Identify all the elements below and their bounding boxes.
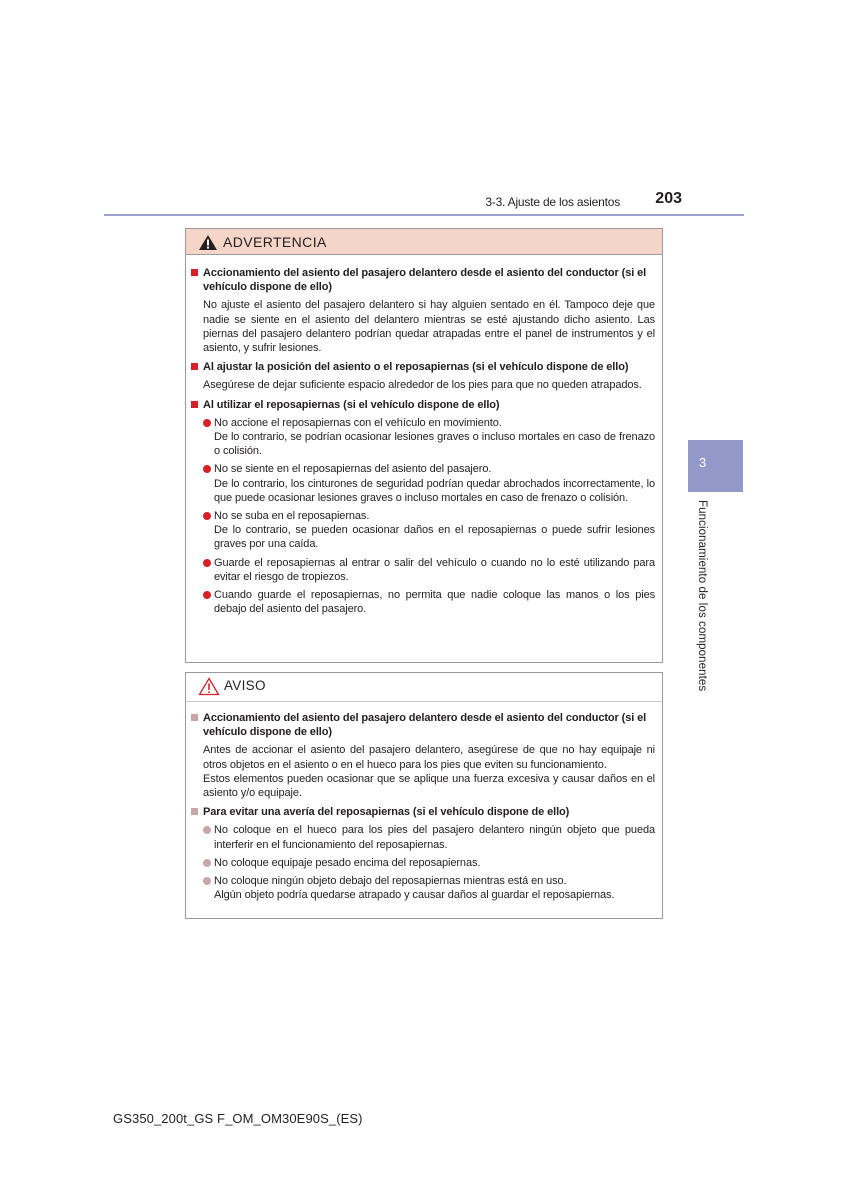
notice-title: AVISO xyxy=(224,678,266,693)
square-bullet-icon xyxy=(191,808,198,815)
square-bullet-icon xyxy=(191,269,198,276)
bullet-dot-icon xyxy=(203,559,211,567)
chapter-tab xyxy=(688,440,743,492)
square-bullet-icon xyxy=(191,363,198,370)
bullet-dot-icon xyxy=(203,419,211,427)
list-item: No coloque en el hueco para los pies del pasajero delantero ningún objeto que pueda interferir en el funcionamiento del reposapiernas. xyxy=(190,823,655,851)
notice-header xyxy=(186,673,662,699)
document-code: GS350_200t_GS F_OM_OM30E90S_(ES) xyxy=(113,1111,363,1126)
page-header xyxy=(0,190,848,220)
square-bullet-icon xyxy=(191,714,198,721)
list-item: No coloque equipaje pesado encima del reposapiernas. xyxy=(190,856,655,870)
warning-header xyxy=(186,229,662,255)
warning-paragraph: Asegúrese de dejar suficiente espacio alrededor de los pies para que no queden atrapados. xyxy=(203,379,642,392)
list-item: No accione el reposapiernas con el vehículo en movimiento. De lo contrario, se podrían ocasionar lesiones graves o incluso mortales en caso de frenazo o colisión. xyxy=(190,416,655,459)
page-number: 203 xyxy=(655,190,682,207)
chapter-number: 3 xyxy=(699,455,707,470)
notice-heading: Accionamiento del asiento del pasajero delantero desde el asiento del conductor (si el vehículo dispone de ello) xyxy=(190,711,655,739)
notice-content xyxy=(190,711,655,902)
header-rule xyxy=(104,214,744,216)
warning-heading: Al utilizar el reposapiernas (si el vehículo dispone de ello) xyxy=(190,398,655,412)
notice-divider xyxy=(186,701,662,702)
section-title: 3-3. Ajuste de los asientos xyxy=(485,195,620,209)
bullet-dot-icon xyxy=(203,859,211,867)
warning-heading: Accionamiento del asiento del pasajero delantero desde el asiento del conductor (si el vehículo dispone de ello) xyxy=(190,266,655,294)
warning-box xyxy=(185,228,663,663)
square-bullet-icon xyxy=(191,401,198,408)
warning-title: ADVERTENCIA xyxy=(223,234,327,250)
bullet-dot-icon xyxy=(203,877,211,885)
chapter-title: Funcionamiento de los componentes xyxy=(696,500,708,692)
bullet-dot-icon xyxy=(203,512,211,520)
warning-icon xyxy=(198,234,218,251)
bullet-dot-icon xyxy=(203,591,211,599)
list-item: No se siente en el reposapiernas del asiento del pasajero. De lo contrario, los cinturones de seguridad podrían quedar abrochados incorrectamente, lo que puede ocasionar lesiones graves o incluso mortales en caso de frenazo o colisión. xyxy=(190,462,655,505)
notice-paragraph: Antes de accionar el asiento del pasajero delantero, asegúrese de que no hay equipaje ni otros objetos en el asiento o en el hueco para los pies que eviten su funcionamiento. Estos elementos pueden ocasionar que se aplique una fuerza excesiva y causar daños en el asiento y/o equipaje. xyxy=(203,744,655,800)
caution-icon xyxy=(198,677,220,696)
notice-box xyxy=(185,672,663,919)
notice-heading: Para evitar una avería del reposapiernas (si el vehículo dispone de ello) xyxy=(190,805,655,819)
bullet-dot-icon xyxy=(203,826,211,834)
list-item: Cuando guarde el reposapiernas, no permita que nadie coloque las manos o los pies debajo del asiento del pasajero. xyxy=(190,588,655,616)
list-item: Guarde el reposapiernas al entrar o salir del vehículo o cuando no lo esté utilizando para evitar el riesgo de tropiezos. xyxy=(190,556,655,584)
warning-heading: Al ajustar la posición del asiento o el reposapiernas (si el vehículo dispone de ello) xyxy=(190,360,655,374)
warning-paragraph: No ajuste el asiento del pasajero delantero si hay alguien sentado en él. Tampoco deje que nadie se siente en el asiento del delantero mientras se esté ajustando dicho asiento. Las piernas del pasajero delantero podrían quedar atrapadas entre el panel de instrumentos y el asiento, y sufrir lesiones. xyxy=(203,299,655,355)
list-item: No se suba en el reposapiernas. De lo contrario, se pueden ocasionar daños en el reposapiernas o puede sufrir lesiones graves por una caída. xyxy=(190,509,655,552)
bullet-dot-icon xyxy=(203,465,211,473)
list-item: No coloque ningún objeto debajo del reposapiernas mientras está en uso. Algún objeto podría quedarse atrapado y causar daños al guardar el reposapiernas. xyxy=(190,874,655,902)
warning-content xyxy=(190,266,655,616)
